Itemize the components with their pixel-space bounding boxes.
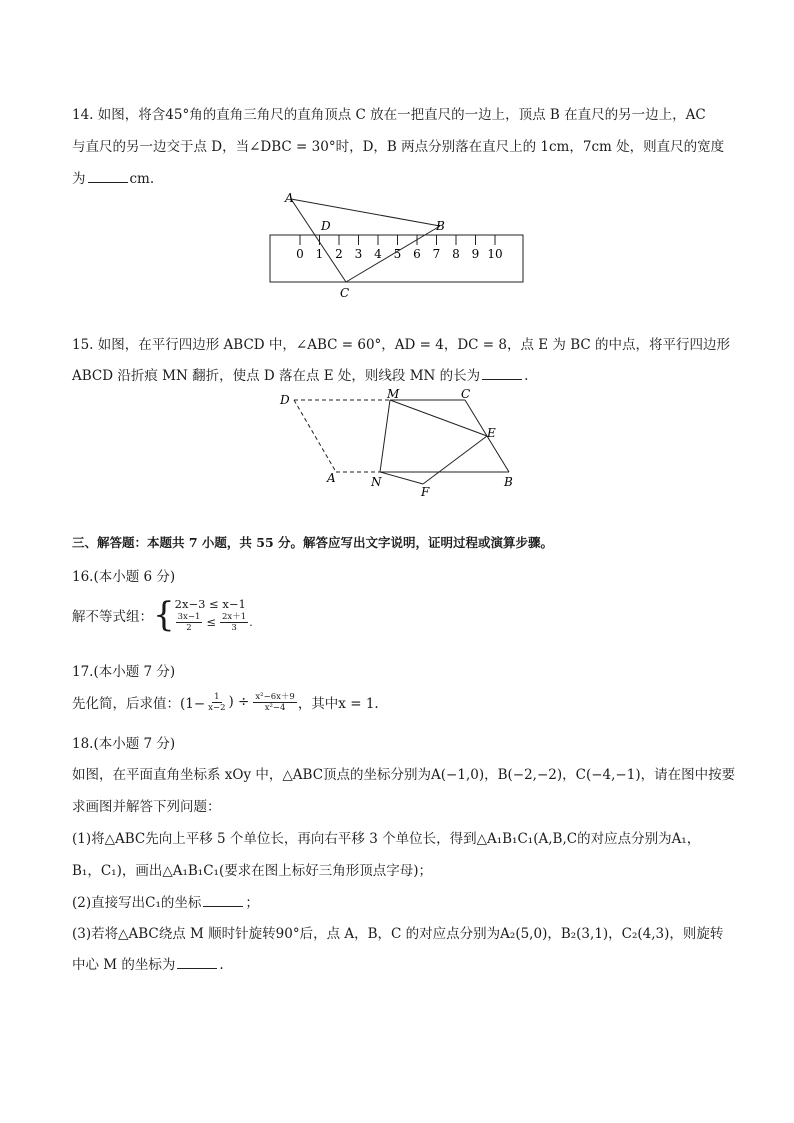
label-C: C <box>340 286 350 300</box>
q15-line-2 <box>72 364 528 384</box>
ruler-tick-label: 5 <box>393 247 402 261</box>
q18-line-7-pre: 中心 M 的坐标为 <box>72 957 176 973</box>
q14-ruler-figure <box>260 188 540 303</box>
q17-mid: ) ÷ <box>228 694 250 710</box>
q18-header: 18.(本小题 7 分) <box>72 736 176 752</box>
label-B: B <box>436 219 445 233</box>
fraction-left: $\frac{3x-1}{2}$ <box>177 612 201 633</box>
q17-prompt: 先化简，后求值：(1− <box>72 696 206 712</box>
label-D: D <box>280 393 290 407</box>
label-B: B <box>504 475 513 489</box>
q14-line-3-pre: 为 <box>72 171 86 187</box>
q17-fraction-1: $\frac{1}{x-2}$ <box>208 691 226 713</box>
label-A: A <box>285 191 294 205</box>
q15-line-2-pre: ABCD 沿折痕 MN 翻折，使点 D 落在点 E 处，则线段 MN 的长为 <box>72 368 481 384</box>
q16-prompt: 解不等式组： <box>72 609 153 625</box>
inequality-1: 2x−3 ≤ x−1 <box>174 597 246 611</box>
segment-NF <box>380 472 423 484</box>
ruler-tick-label: 3 <box>354 247 363 261</box>
system-brace: { <box>153 595 175 635</box>
segment-ME <box>390 400 487 436</box>
q18-line-1: 如图，在平面直角坐标系 xOy 中，△ABC顶点的坐标分别为A(−1,0)，B(−2,−2)，C(−4,−1)，请在图中按要 <box>72 767 736 783</box>
q17-header: 17.(本小题 7 分) <box>72 664 176 680</box>
segment-MN <box>380 400 390 472</box>
answer-blank-q15[interactable] <box>482 367 522 380</box>
segment-EF <box>423 436 487 484</box>
answer-blank-q14[interactable] <box>88 170 128 183</box>
answer-blank-m[interactable] <box>177 956 217 969</box>
q15-line-1: 15. 如图，在平行四边形 ABCD 中，∠ABC = 60°，AD = 4，DC = 8，点 E 为 BC 的中点，将平行四边形 <box>72 337 731 353</box>
ruler-tick-label: 1 <box>315 247 324 261</box>
label-E: E <box>487 426 496 440</box>
q15-line-2-post: . <box>524 368 529 384</box>
q14-line-3 <box>72 167 154 187</box>
label-M: M <box>387 387 400 401</box>
q18-line-2: 求画图并解答下列问题： <box>72 799 221 815</box>
ruler-ticks <box>296 235 502 261</box>
q14-line-1: 14. 如图，将含45°角的直角三角尺的直角顶点 C 放在一把直尺的一边上，顶点 B 在直尺的另一边上，AC <box>72 107 706 123</box>
q16-body <box>72 593 253 637</box>
ruler-tick-label: 4 <box>374 247 382 261</box>
ruler-tick-label: 0 <box>296 247 304 261</box>
ruler-tick-label: 8 <box>452 247 460 261</box>
q18-line-3: (1)将△ABC先向上平移 5 个单位长，再向右平移 3 个单位长，得到△A₁B₁C₁(A,B,C的对应点分别为A₁， <box>72 831 701 847</box>
q18-line-7 <box>72 953 224 973</box>
label-N: N <box>371 475 382 489</box>
q18-line-5-pre: (2)直接写出C₁的坐标 <box>72 895 202 911</box>
q18-line-4: B₁，C₁)，画出△A₁B₁C₁(要求在图上标好三角形顶点字母)； <box>72 863 432 879</box>
section-3-heading: 三、解答题：本题共 7 小题，共 55 分。解答应写出文字说明，证明过程或演算步骤。 <box>72 535 554 550</box>
q17-tail: ，其中x = 1. <box>297 696 379 712</box>
segment-AB <box>291 199 440 226</box>
label-A: A <box>327 471 336 485</box>
segment-AC <box>291 199 346 282</box>
ruler-tick-label: 10 <box>487 247 503 261</box>
q18-line-5 <box>72 891 259 911</box>
q14-line-3-post: cm. <box>129 171 155 187</box>
answer-blank-c1[interactable] <box>203 894 243 907</box>
q18-line-7-post: . <box>219 957 224 973</box>
fraction-right: $\frac{2x+1}{3}$ <box>222 612 247 633</box>
label-F: F <box>421 485 430 498</box>
q18-line-6: (3)若将△ABC绕点 M 顺时针旋转90°后，点 A，B，C 的对应点分别为A₂(5,0)，B₂(3,1)，C₂(4,3)，则旋转 <box>72 926 724 942</box>
ruler-tick-label: 9 <box>471 247 480 261</box>
q17-fraction-2: $\frac{\text{x²−6x＋9}}{\text{x²−4}}$ <box>255 691 295 713</box>
ruler-tick-label: 7 <box>432 247 441 261</box>
dashed-DA <box>294 400 336 472</box>
q16-header: 16.(本小题 6 分) <box>72 569 176 585</box>
q15-parallelogram-figure <box>276 386 526 498</box>
q14-line-2: 与直尺的另一边交于点 D，当∠DBC = 30°时，D，B 两点分别落在直尺上的 1cm，7cm 处，则直尺的宽度 <box>72 139 725 155</box>
ruler-tick-label: 2 <box>335 247 343 261</box>
inequality-system <box>175 597 253 633</box>
ruler-tick-label: 6 <box>413 247 421 261</box>
label-C: C <box>461 387 471 401</box>
label-D: D <box>321 219 331 233</box>
q17-body <box>72 684 379 720</box>
q18-line-5-post: ； <box>245 895 259 911</box>
inequality-2: $\frac{3x-1}{2}$ ≤ $\frac{2x+1}{3}$ . <box>177 612 253 633</box>
